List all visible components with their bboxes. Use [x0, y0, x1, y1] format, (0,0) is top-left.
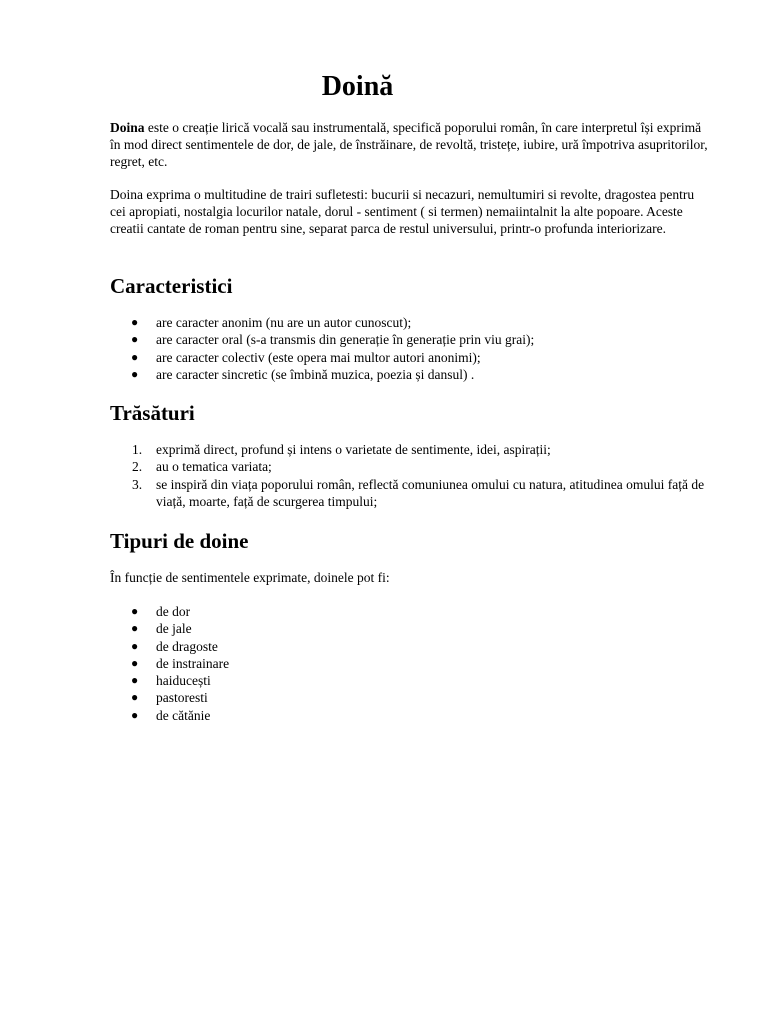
list-item-text: haiducești	[156, 673, 211, 689]
list-item-text: exprimă direct, profund și intens o varietate de sentimente, idei, aspirații;	[156, 442, 551, 457]
list-item-text: se inspiră din viața poporului român, reflectă comuniunea omului cu natura, atitudinea omului față de viață, moarte, față de scurgerea timpului;	[156, 476, 705, 509]
intro-bold-term: Doina	[110, 120, 145, 135]
list-number: 3.	[132, 476, 143, 492]
list-item-text: de dragoste	[156, 638, 218, 654]
bullet-icon: ●	[131, 638, 139, 653]
list-item-text: are caracter colectiv (este opera mai multor autori anonimi);	[156, 349, 481, 365]
bullet-icon: ●	[131, 604, 139, 618]
tipuri-list	[110, 603, 710, 724]
bullet-icon: ●	[131, 707, 139, 722]
bullet-icon: ●	[131, 315, 139, 329]
list-item	[110, 331, 710, 348]
intro-paragraph	[110, 119, 710, 170]
list-item	[110, 672, 710, 689]
list-item	[110, 366, 710, 383]
bullet-icon: ●	[131, 655, 139, 670]
list-item-text: de jale	[156, 621, 192, 637]
heading-trasaturi: Trăsături	[110, 401, 195, 425]
list-item	[110, 638, 710, 655]
list-item	[110, 458, 710, 475]
bullet-icon: ●	[131, 690, 139, 705]
list-number: 2.	[132, 459, 143, 475]
list-item-text: de instrainare	[156, 655, 230, 671]
caracteristici-list	[110, 314, 710, 383]
list-item-text: are caracter oral (s-a transmis din generație în generație prin viu grai);	[156, 332, 535, 348]
list-number: 1.	[132, 442, 143, 457]
list-item-text: pastoresti	[156, 690, 208, 706]
list-item	[110, 655, 710, 672]
list-item	[110, 349, 710, 366]
bullet-icon: ●	[131, 621, 139, 636]
tipuri-intro: În funcție de sentimentele exprimate, doinele pot fi:	[110, 570, 390, 585]
list-item	[110, 620, 710, 637]
bullet-icon: ●	[131, 673, 139, 688]
trasaturi-list	[110, 441, 710, 510]
bullet-icon: ●	[131, 366, 139, 381]
list-item	[110, 689, 710, 706]
second-paragraph: Doina exprima o multitudine de trairi sufletesti: bucurii si necazuri, nemultumiri si revolte, dragostea pentru cei apropiati, nostalgia locurilor natale, dorul - sentiment ( si termen) nemaiintalnit la alte popoare. Aceste creatii cantate de roman pentru sine, separat parca de restul universului, printr-o profunda interiorizare.	[110, 187, 695, 236]
list-item	[110, 441, 710, 458]
list-item	[110, 707, 710, 724]
list-item-text: de dor	[156, 604, 191, 619]
intro-text: este o creație lirică vocală sau instrumentală, specifică poporului român, în care interpretul își exprimă în mod direct sentimentele de dor, de jale, de înstrăinare, de revoltă, tristețe, iubire, ură împotriva asupritorilor, regret, etc.	[110, 120, 708, 169]
list-item-text: de cătănie	[156, 707, 211, 723]
heading-caracteristici: Caracteristici	[110, 274, 233, 298]
list-item-text: are caracter sincretic (se îmbină muzica, poezia și dansul) .	[156, 366, 475, 382]
list-item-text: au o tematica variata;	[156, 459, 272, 475]
document-title: Doină	[321, 71, 394, 102]
list-item	[110, 603, 710, 620]
bullet-icon: ●	[131, 332, 139, 347]
heading-tipuri-de-doine: Tipuri de doine	[110, 529, 249, 553]
bullet-icon: ●	[131, 349, 139, 364]
list-item-text: are caracter anonim (nu are un autor cunoscut);	[156, 315, 412, 330]
list-item	[110, 476, 710, 511]
list-item	[110, 314, 710, 331]
